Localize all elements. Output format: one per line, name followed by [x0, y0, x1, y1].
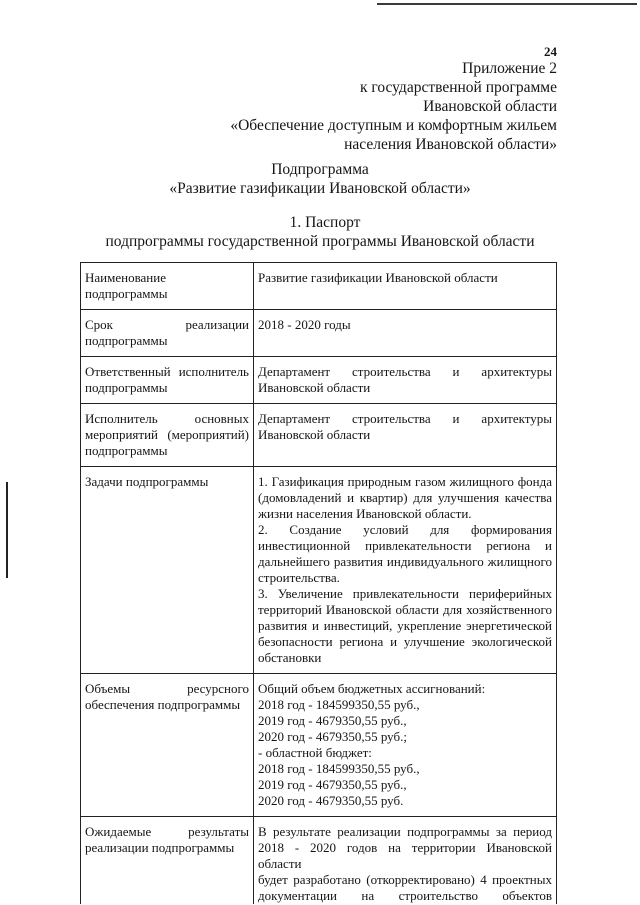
row-value-line: 2018 - 2020 годов на территории Ивановской области: [258, 840, 552, 871]
row-label-cell: [81, 817, 254, 905]
row-label-cell: [81, 263, 254, 310]
row-label-line: подпрограммы: [85, 333, 168, 348]
scan-margin-mark: [6, 482, 8, 578]
row-label-cell: [81, 674, 254, 817]
row-value-line: 2019 год - 4679350,55 руб.,: [258, 713, 407, 728]
row-value-line: Департамент строительства и архитектуры: [258, 411, 552, 426]
row-value-line: 3. Увеличение привлекательности периферийных: [258, 586, 552, 601]
row-value-cell: [254, 467, 557, 674]
page-number: 24: [544, 44, 557, 59]
row-label-cell: [81, 467, 254, 674]
row-value-line: 2018 год - 184599350,55 руб.,: [258, 761, 420, 776]
row-value-line: дальнейшего развития индивидуального жилищного: [258, 554, 552, 569]
row-value-line: документации на строительство объектов: [258, 888, 552, 903]
row-value-line: - областной бюджет:: [258, 745, 372, 760]
row-value-cell: [254, 674, 557, 817]
row-value-line: Развитие газификации Ивановской области: [258, 270, 498, 285]
row-value-cell: [254, 263, 557, 310]
row-label-line: подпрограммы: [85, 443, 168, 458]
table-row: [81, 310, 557, 357]
table-row: [81, 817, 557, 905]
row-label-cell: [81, 310, 254, 357]
row-label-line: обеспечения подпрограммы: [85, 697, 241, 712]
row-value-line: Ивановской области: [258, 427, 371, 442]
appendix-line: Приложение 2: [462, 60, 557, 77]
row-value-line: жизни населения Ивановской области.: [258, 506, 472, 521]
row-value-line: Департамент строительства и архитектуры: [258, 364, 552, 379]
appendix-line: «Обеспечение доступным и комфортным жильем: [230, 117, 557, 134]
row-value-line: 2018 год - 184599350,55 руб.,: [258, 697, 420, 712]
appendix-line: к государственной программе: [359, 79, 557, 96]
row-label-line: Исполнитель основных: [85, 411, 249, 426]
scan-top-line: [377, 3, 637, 5]
row-value-line: 2020 год - 4679350,55 руб.;: [258, 729, 407, 744]
row-value-line: 2020 год - 4679350,55 руб.: [258, 793, 404, 808]
row-label-line: Ожидаемые результаты: [85, 824, 249, 839]
table-row: [81, 404, 557, 467]
row-value-line: безопасности региона и улучшение экологической: [258, 634, 552, 649]
row-value-line: территорий Ивановской области для хозяйственного: [258, 602, 552, 617]
passport-table: [80, 262, 557, 904]
row-value-line: инвестиционной привлекательности региона и: [258, 538, 552, 553]
row-value-line: 2. Создание условий для формирования: [258, 522, 552, 537]
row-value-line: развития и инвестиций, укрепление энергетической: [258, 618, 552, 633]
row-label-cell: [81, 357, 254, 404]
row-value-line: обстановки: [258, 650, 322, 665]
row-label-line: Объемы ресурсного: [85, 681, 249, 696]
row-label-cell: [81, 404, 254, 467]
subprogram-name: «Развитие газификации Ивановской области»: [169, 180, 471, 197]
row-label-line: Ответственный исполнитель: [85, 364, 249, 379]
row-value-line: (домовладений и квартир) для улучшения качества: [258, 490, 552, 505]
row-value-line: будет разработано (откорректировано) 4 проектных: [258, 872, 552, 887]
subprogram-heading: Подпрограмма: [271, 161, 369, 178]
table-row: [81, 674, 557, 817]
row-value-line: 2019 год - 4679350,55 руб.,: [258, 777, 407, 792]
row-value-line: В результате реализации подпрограммы за период: [258, 824, 552, 839]
row-label-line: Задачи подпрограммы: [85, 474, 209, 489]
row-value-cell: [254, 404, 557, 467]
row-value-line: Общий объем бюджетных ассигнований:: [258, 681, 486, 696]
row-value-line: 1. Газификация природным газом жилищного фонда: [258, 474, 552, 489]
appendix-line: населения Ивановской области»: [344, 136, 557, 153]
row-value-line: строительства.: [258, 570, 340, 585]
row-label-line: подпрограммы: [85, 286, 168, 301]
appendix-line: Ивановской области: [423, 98, 557, 115]
row-label-line: мероприятий (мероприятий): [85, 427, 249, 442]
row-label-line: подпрограммы: [85, 380, 168, 395]
row-value-cell: [254, 310, 557, 357]
passport-heading: 1. Паспорт: [289, 214, 361, 231]
row-value-line: Ивановской области: [258, 380, 371, 395]
row-label-line: Наименование: [85, 270, 166, 285]
row-value-cell: [254, 357, 557, 404]
appendix-block: [230, 59, 557, 154]
table-row: [81, 467, 557, 674]
row-label-line: реализации подпрограммы: [85, 840, 235, 855]
passport-subheading: подпрограммы государственной программы Ивановской области: [105, 233, 535, 250]
table-row: [81, 263, 557, 310]
row-value-cell: [254, 817, 557, 905]
table-row: [81, 357, 557, 404]
row-value-line: 2018 - 2020 годы: [258, 317, 351, 332]
row-label-line: Срок реализации: [85, 317, 249, 332]
subprogram-title: [0, 160, 640, 198]
passport-title: [0, 213, 640, 251]
